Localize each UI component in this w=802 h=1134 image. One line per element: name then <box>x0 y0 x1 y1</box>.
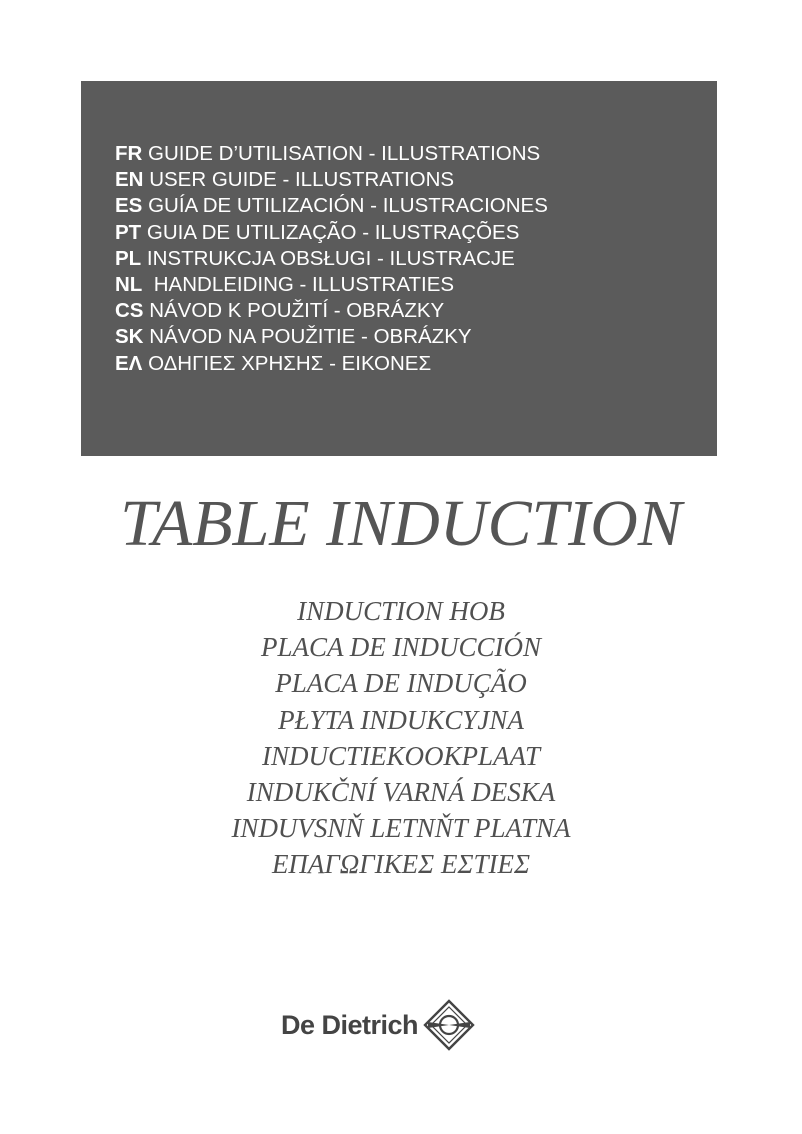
language-code: PT <box>115 220 142 244</box>
language-row <box>115 351 548 377</box>
language-list <box>115 141 548 377</box>
product-name-translation: ΕΠΑΓΩΓΙΚΕΣ ΕΣΤΙΕΣ <box>271 849 531 880</box>
language-code: NL <box>115 272 143 296</box>
language-row <box>115 246 548 272</box>
language-guide-title: GUIDE D’UTILISATION - ILLUSTRATIONS <box>148 142 541 165</box>
language-guide-title: GUIA DE UTILIZAÇÃO - ILUSTRAÇÕES <box>146 220 520 244</box>
language-guide-title: HANDLEIDING - ILLUSTRATIES <box>153 272 455 296</box>
de-dietrich-diamond-logo-icon <box>422 998 476 1052</box>
product-name-translation: INDUCTIEKOOKPLAAT <box>261 740 541 771</box>
product-name-translation: PLACA DE INDUÇÃO <box>275 668 527 699</box>
product-name-translations <box>0 593 802 883</box>
language-banner <box>81 81 717 456</box>
language-code: ES <box>115 194 143 218</box>
brand-logo <box>281 997 476 1053</box>
language-code: SK <box>115 325 144 349</box>
language-code: FR <box>115 142 143 165</box>
language-row <box>115 193 548 219</box>
language-guide-title: GUÍA DE UTILIZACIÓN - ILUSTRACIONES <box>148 194 548 218</box>
language-row <box>115 324 548 350</box>
brand-name: De Dietrich <box>281 1010 419 1040</box>
language-code: EN <box>115 168 144 192</box>
document-title: TABLE INDUCTION <box>120 487 682 560</box>
language-guide-title: INSTRUKCJA OBSŁUGI - ILUSTRACJE <box>146 246 515 270</box>
language-guide-title: NÁVOD NA POUŽITIE - OBRÁZKY <box>149 325 472 349</box>
product-name-translation: INDUCTION HOB <box>297 596 505 626</box>
language-code: CS <box>115 299 144 323</box>
language-code: ΕΛ <box>115 351 143 375</box>
language-guide-title: ΟΔΗΓΙΕΣ ΧΡΗΣΗΣ - ΕΙΚΟΝΕΣ <box>148 351 432 375</box>
language-row <box>115 298 548 324</box>
product-name-translation: PŁYTA INDUKCYJNA <box>278 704 524 735</box>
language-row <box>115 141 548 167</box>
language-guide-title: NÁVOD K POUŽITÍ - OBRÁZKY <box>149 299 445 323</box>
language-row <box>115 272 548 298</box>
language-row <box>115 167 548 193</box>
product-name-translation: INDUVSNŇ LETNŇT PLATNA <box>231 813 571 844</box>
language-guide-title: USER GUIDE - ILLUSTRATIONS <box>149 168 455 192</box>
product-name-translation: INDUKČNÍ VARNÁ DESKA <box>246 776 556 807</box>
language-row <box>115 220 548 246</box>
language-separator <box>142 273 153 296</box>
product-name-translation: PLACA DE INDUCCIÓN <box>260 632 542 663</box>
language-code: PL <box>115 246 142 270</box>
